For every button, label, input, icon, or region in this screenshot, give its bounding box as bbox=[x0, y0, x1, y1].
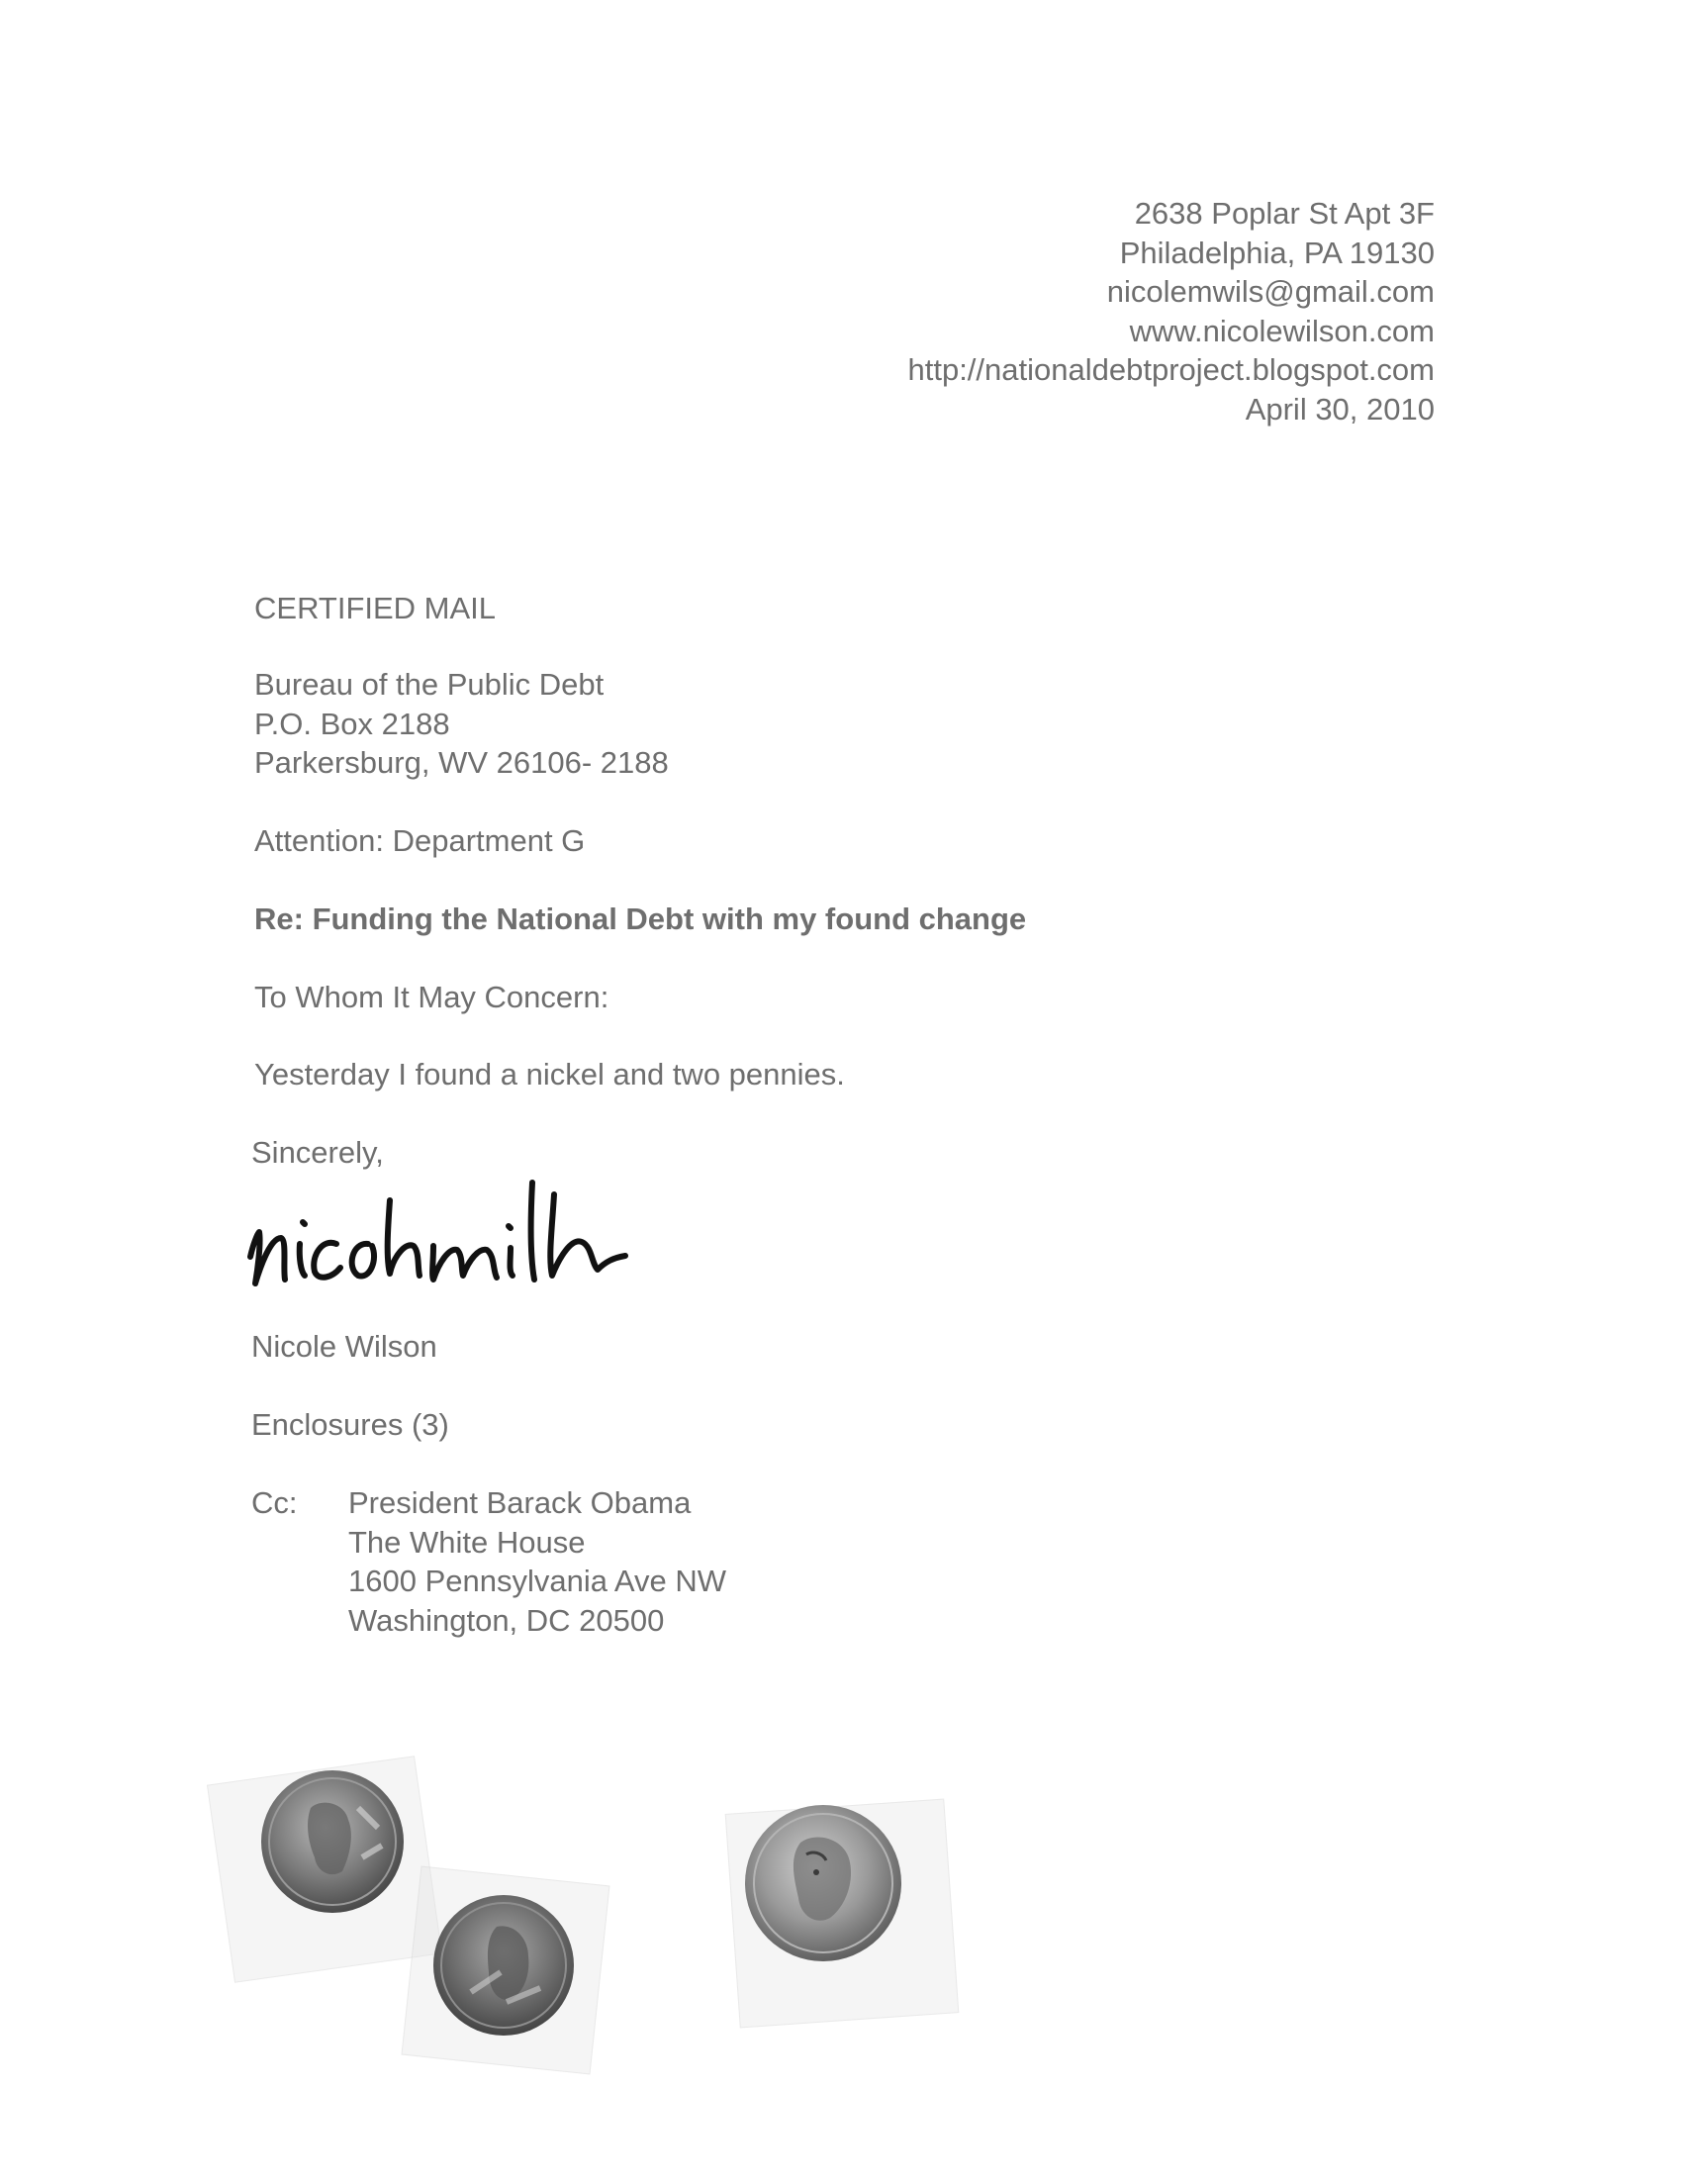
enclosures-line: Enclosures (3) bbox=[251, 1407, 449, 1442]
cc-line: Washington, DC 20500 bbox=[348, 1602, 665, 1638]
subject-line: Re: Funding the National Debt with my found change bbox=[254, 902, 1027, 936]
cc-line: President Barack Obama bbox=[348, 1485, 692, 1520]
closing: Sincerely, bbox=[251, 1135, 384, 1170]
nickel-coin bbox=[743, 1803, 903, 1963]
letter-date: April 30, 2010 bbox=[1245, 391, 1435, 427]
signer-name: Nicole Wilson bbox=[251, 1329, 437, 1364]
mail-class: CERTIFIED MAIL bbox=[254, 591, 497, 625]
recipient-address-block bbox=[254, 665, 669, 783]
handwritten-signature bbox=[245, 1173, 681, 1306]
attention-line: Attention: Department G bbox=[254, 823, 586, 858]
sender-email: nicolemwils@gmail.com bbox=[1106, 274, 1435, 309]
sender-website: www.nicolewilson.com bbox=[1129, 313, 1435, 348]
penny-coin bbox=[259, 1768, 406, 1915]
recipient-name: Bureau of the Public Debt bbox=[254, 667, 605, 702]
sender-address-block bbox=[907, 194, 1435, 428]
cc-label: Cc: bbox=[251, 1485, 298, 1520]
recipient-city-state-zip: Parkersburg, WV 26106- 2188 bbox=[254, 745, 669, 780]
body-paragraph: Yesterday I found a nickel and two pennies. bbox=[254, 1057, 845, 1092]
cc-address-block bbox=[348, 1483, 726, 1640]
recipient-po-box: P.O. Box 2188 bbox=[254, 706, 450, 741]
sender-blog: http://nationaldebtproject.blogspot.com bbox=[907, 352, 1435, 387]
penny-coin bbox=[431, 1893, 576, 2038]
cc-line: The White House bbox=[348, 1524, 586, 1560]
sender-street: 2638 Poplar St Apt 3F bbox=[1134, 196, 1435, 231]
cc-line: 1600 Pennsylvania Ave NW bbox=[348, 1564, 726, 1598]
sender-city-state-zip: Philadelphia, PA 19130 bbox=[1119, 235, 1435, 270]
salutation: To Whom It May Concern: bbox=[254, 980, 609, 1014]
